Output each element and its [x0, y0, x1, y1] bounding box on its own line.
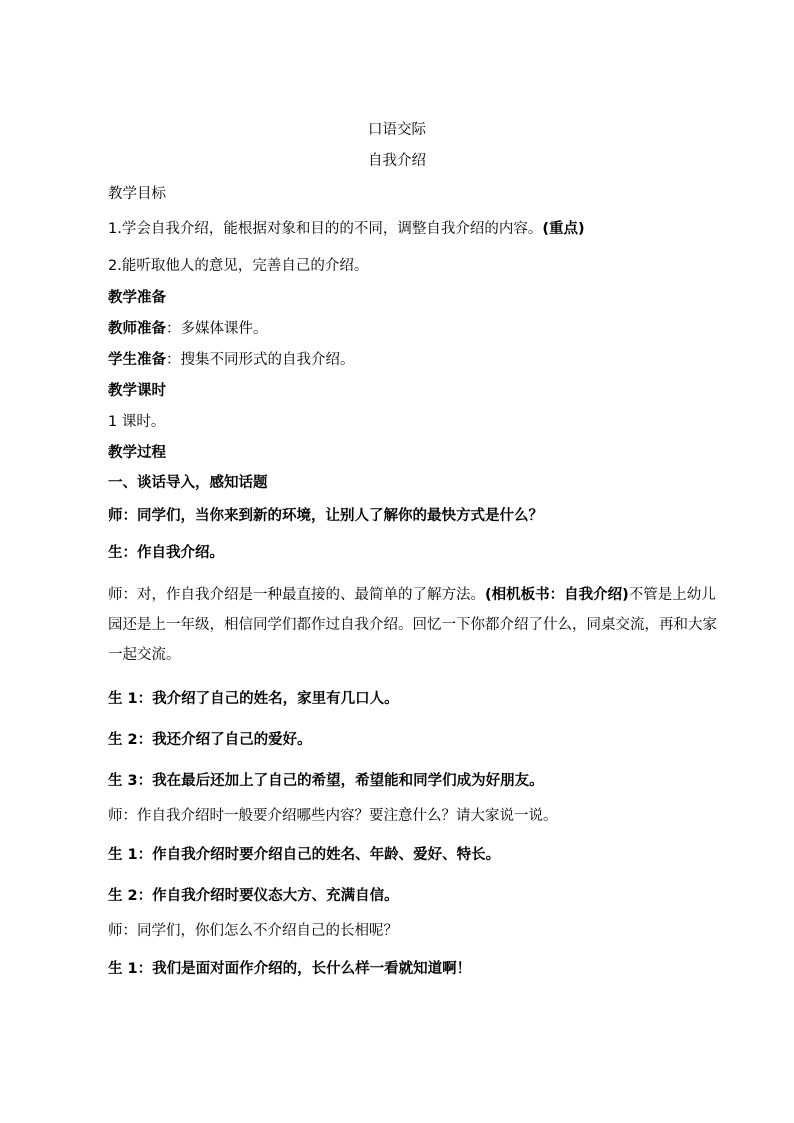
hours-heading: 教学课时	[108, 383, 166, 399]
student-prep-label: 学生准备	[108, 352, 166, 368]
student-answer-1a: 生 1：我介绍了自己的姓名，家里有几口人。	[108, 691, 399, 707]
student-answer-1c: 生 1：我们是面对面作介绍的，长什么样一看就知道啊！	[108, 961, 472, 977]
student-line-1: 生：作自我介绍。	[108, 545, 224, 561]
goal-1-key-mark: (重点)	[542, 221, 585, 237]
teacher-line-3: 师：作自我介绍时一般要介绍哪些内容？要注意什么？请大家说一说。	[108, 808, 558, 824]
goal-1	[108, 219, 585, 239]
section-1-heading: 一、谈话导入，感知话题	[108, 475, 268, 491]
process-heading: 教学过程	[108, 445, 166, 461]
hours-text: 1 课时。	[108, 414, 166, 430]
teacher-line-4: 师：同学们，你们怎么不介绍自己的长相呢？	[108, 923, 398, 939]
goal-1-text: 1.学会自我介绍，能根据对象和目的的不同，调整自我介绍的内容。	[108, 221, 543, 237]
teacher-paragraph-2	[108, 580, 718, 670]
teacher-prep-text: ：多媒体课件。	[166, 321, 268, 337]
goal-2: 2.能听取他人的意见，完善自己的介绍。	[108, 258, 369, 274]
document-title: 口语交际	[368, 122, 426, 138]
teacher-paragraph-2-start: 师：对，作自我介绍是一种最直接的、最简单的了解方法。	[108, 587, 485, 603]
student-prep-text: ：搜集不同形式的自我介绍。	[166, 352, 355, 368]
student-answer-3a: 生 3：我在最后还加上了自己的希望，希望能和同学们成为好朋友。	[108, 773, 544, 789]
student-prep	[108, 350, 355, 370]
document-subtitle: 自我介绍	[368, 153, 426, 169]
student-answer-1b: 生 1：作自我介绍时要介绍自己的姓名、年龄、爱好、特长。	[108, 847, 501, 863]
blackboard-note: (相机板书：自我介绍)	[485, 587, 629, 603]
student-answer-2a: 生 2：我还介绍了自己的爱好。	[108, 732, 312, 748]
prep-heading: 教学准备	[108, 290, 166, 306]
teacher-prep-label: 教师准备	[108, 321, 166, 337]
teacher-line-1: 师：同学们，当你来到新的环境，让别人了解你的最快方式是什么？	[108, 508, 543, 524]
student-answer-2b: 生 2：作自我介绍时要仪态大方、充满自信。	[108, 888, 399, 904]
goals-heading: 教学目标	[108, 186, 166, 202]
teacher-prep	[108, 319, 268, 339]
teacher-paragraph-2-end: 不管是上幼儿园还是上一年级，相信同学们都作过自我介绍。回忆一下你都介绍了什么，同桌交流，再和大家一起交流。	[108, 587, 717, 663]
